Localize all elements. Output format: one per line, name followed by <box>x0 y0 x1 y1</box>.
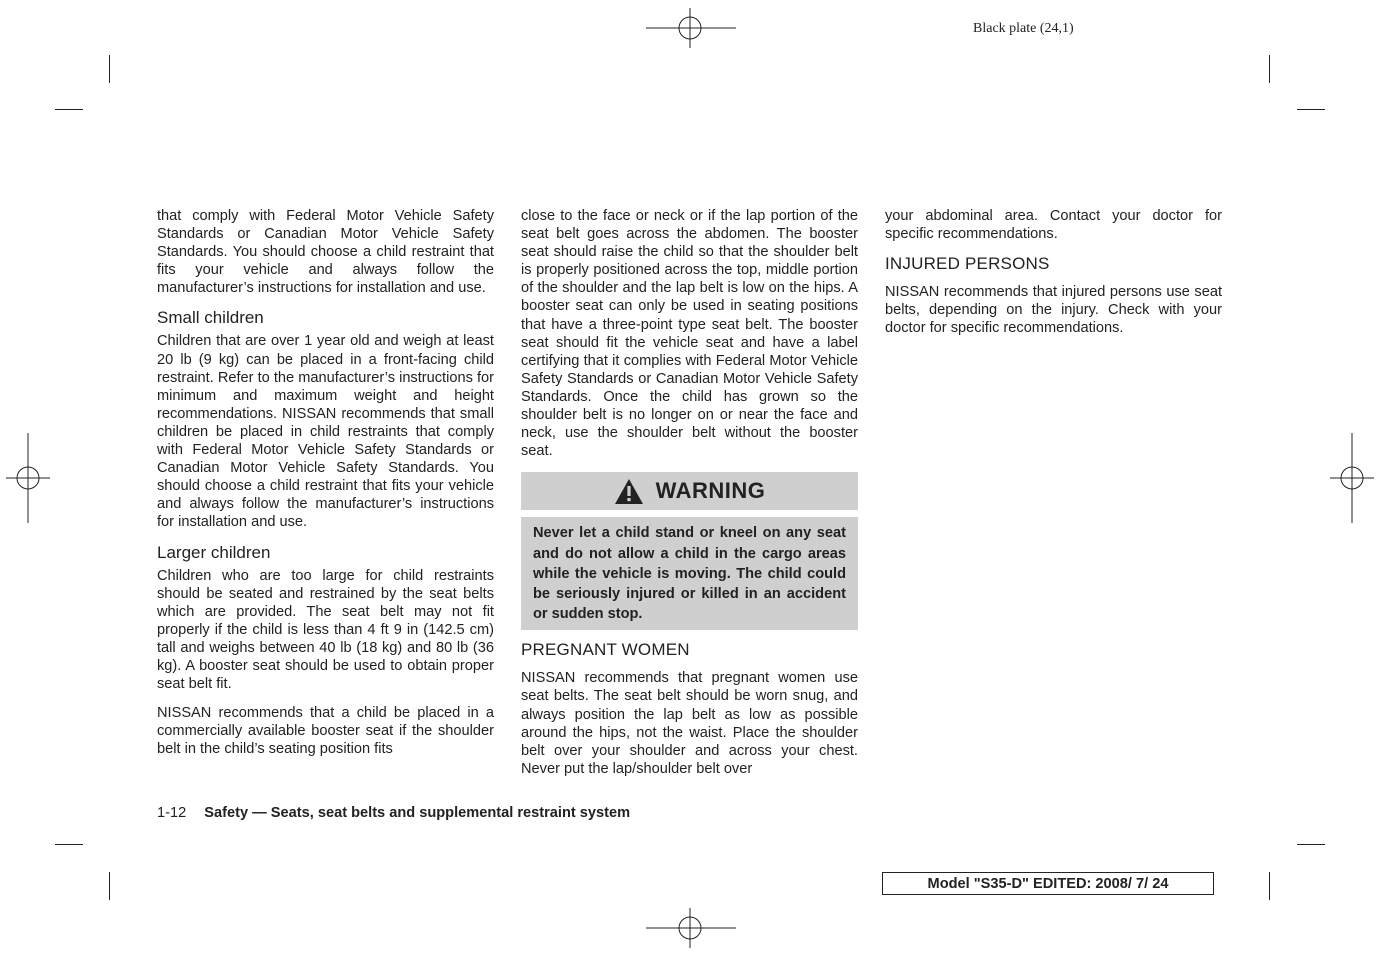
column-1 <box>157 207 494 758</box>
pregnant-women-heading: PREGNANT WOMEN <box>521 640 690 660</box>
crop-mark <box>1269 55 1270 83</box>
intro-paragraph: that comply with Federal Motor Vehicle Safety Standards or Canadian Motor Vehicle Safety Standards. You should choose a child restraint that fits your vehicle and always follow the manufacturer’s instructions for installation and use. <box>157 208 494 297</box>
crop-mark <box>1269 872 1270 900</box>
page-number: 1-12 <box>157 805 187 821</box>
crop-mark <box>55 109 83 110</box>
registration-mark-icon <box>1330 433 1374 523</box>
warning-text: Never let a child stand or kneel on any seat and do not allow a child in the cargo areas while the vehicle is moving. The child could be seriously injured or killed in an accident or sudden stop. <box>521 517 858 630</box>
column-3 <box>885 207 1222 337</box>
small-children-heading: Small children <box>157 308 264 328</box>
registration-mark-icon <box>6 433 50 523</box>
larger-children-heading: Larger children <box>157 542 271 562</box>
small-children-paragraph: Children that are over 1 year old and weigh at least 20 lb (9 kg) can be placed in a front-facing child restraint. Refer to the manufacturer’s instructions for minimum and maximum weight and height recommendations. NISSAN recommends that small children be placed in child restraints that comply with Federal Motor Vehicle Safety Standards or Canadian Motor Vehicle Safety Standards. You should choose a child restraint that fits your vehicle and always follow the manufacturer’s instructions for installation and use. <box>157 333 494 531</box>
pregnant-women-paragraph: NISSAN recommends that pregnant women use seat belts. The seat belt should be worn snug, and always position the lap belt as low as possible around the hips, not the waist. Place the shoulder belt over your shoulder and across your chest. Never put the lap/shoulder belt over <box>521 670 858 777</box>
booster-continued-paragraph: close to the face or neck or if the lap portion of the seat belt goes across the abdomen. The booster seat should raise the child so that the shoulder belt is properly positioned across the top, middle portion of the shoulder and the lap belt is low on the hips. A booster seat can only be used in seating positions that have a three-point type seat belt. The booster seat should fit the vehicle seat and have a label certifying that it complies with Federal Motor Vehicle Safety Standards or Canadian Motor Vehicle Safety Standards. Once the child has grown so the shoulder belt is no longer on or near the face and neck, use the shoulder belt without the booster seat. <box>521 208 858 460</box>
page-footer <box>157 805 630 821</box>
registration-mark-icon <box>646 8 736 48</box>
model-stamp: Model "S35-D" EDITED: 2008/ 7/ 24 <box>882 872 1214 895</box>
plate-label: Black plate (24,1) <box>973 21 1074 36</box>
warning-title: WARNING <box>655 478 766 504</box>
booster-paragraph: NISSAN recommends that a child be placed in a commercially available booster seat if the shoulder belt in the child’s seating position fits <box>157 705 494 758</box>
crop-mark <box>55 844 83 845</box>
injured-persons-paragraph: NISSAN recommends that injured persons use seat belts, depending on the injury. Check with your doctor for specific recommendations. <box>885 284 1222 337</box>
column-2 <box>521 207 858 778</box>
crop-mark <box>1297 109 1325 110</box>
crop-mark <box>109 872 110 900</box>
section-title: Safety — Seats, seat belts and supplemental restraint system <box>204 805 631 821</box>
crop-mark <box>109 55 110 83</box>
registration-mark-icon <box>646 908 736 948</box>
larger-children-paragraph: Children who are too large for child restraints should be seated and restrained by the seat belts which are provided. The seat belt may not fit properly if the child is less than 4 ft 9 in (142.5 cm) tall and weighs between 40 lb (18 kg) and 80 lb (36 kg). A booster seat should be used to obtain proper seat belt fit. <box>157 567 494 693</box>
warning-triangle-icon <box>614 478 644 505</box>
crop-mark <box>1297 844 1325 845</box>
injured-persons-heading: INJURED PERSONS <box>885 254 1050 274</box>
abdominal-continued-paragraph: your abdominal area. Contact your doctor for specific recommendations. <box>885 208 1222 243</box>
warning-header <box>521 472 858 510</box>
